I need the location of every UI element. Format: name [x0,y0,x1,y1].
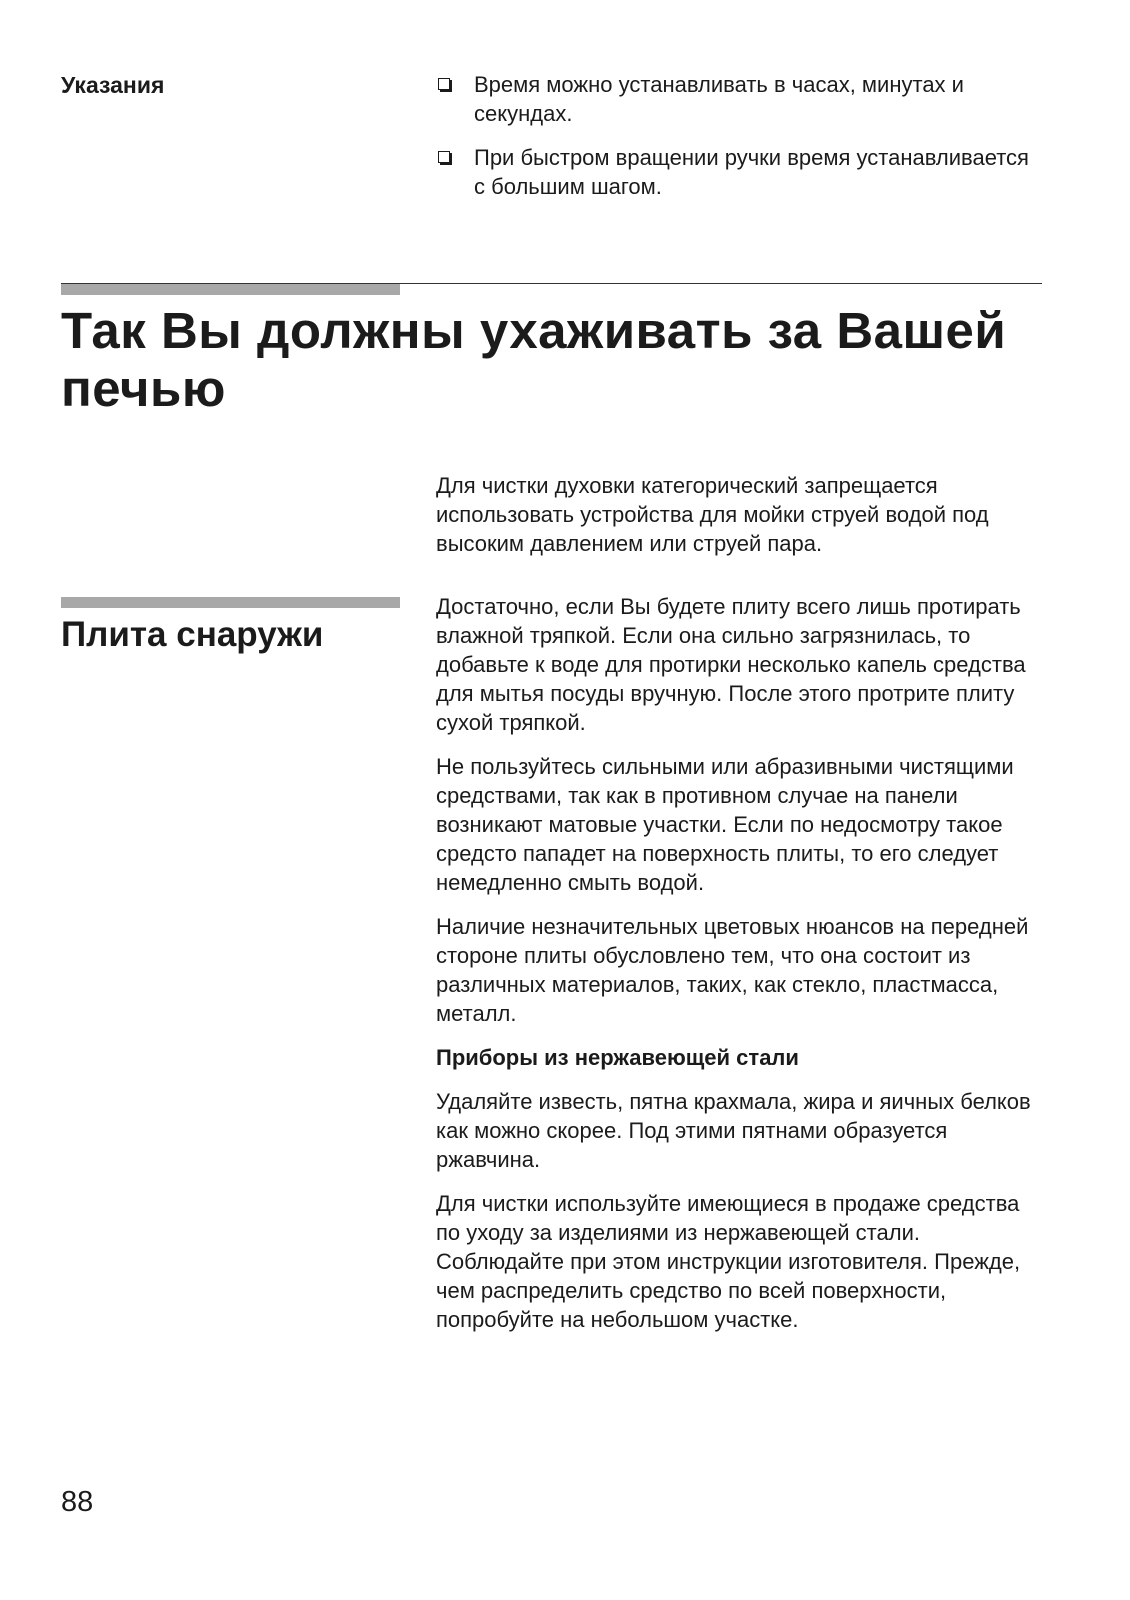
notes-label: Указания [61,72,165,98]
section-accent-bar [61,284,400,295]
intro-paragraph: Для чистки духовки категорический запрещается использовать устройства для мойки струей водой под высоким давлением или струей пара. [436,473,989,556]
notes-list [436,70,1046,216]
paragraph: Достаточно, если Вы будете плиту всего лишь протирать влажной тряпкой. Если она сильно загрязнилась, то добавьте к воде для протирки несколько капель средства для мытья посуды вручную. После этого протрите плиту сухой тряпкой. [436,594,1026,735]
paragraph: Для чистки используйте имеющиеся в продаже средства по уходу за изделиями из нержавеющей стали. Соблюдайте при этом инструкции изготовителя. Прежде, чем распределить средство по всей поверхности, попробуйте на небольшом участке. [436,1191,1021,1332]
subsection-accent-bar [61,597,400,608]
paragraph: Не пользуйтесь сильными или абразивными чистящими средствами, так как в противном случае на панели возникают матовые участки. Если по недосмотру такое средсто пападет на поверхность плиты, то его следует немедленно смыть водой. [436,754,1014,895]
page-title: Так Вы должны ухаживать за Вашей печью [61,302,1007,417]
paragraph: Удаляйте известь, пятна крахмала, жира и яичных белков как можно скорее. Под этими пятнами образуется ржавчина. [436,1089,1031,1172]
subsection-body [436,592,1048,1349]
page-number: 88 [61,1486,94,1518]
stainless-heading: Приборы из нержавеющей стали [436,1045,799,1070]
list-item [436,70,1046,128]
checkbox-bullet-icon [438,78,450,90]
paragraph: Наличие незначительных цветовых нюансов на передней стороне плиты обусловлено тем, что она состоит из различных материалов, таких, как стекло, пластмасса, металл. [436,914,1029,1026]
list-item-text: При быстром вращении ручки время устанавливается с большим шагом. [474,145,1029,199]
list-item [436,143,1046,201]
subsection-title: Плита снаружи [61,615,324,654]
list-item-text: Время можно устанавливать в часах, минутах и секундах. [474,72,964,126]
checkbox-bullet-icon [438,151,450,163]
intro-block [436,471,1048,573]
